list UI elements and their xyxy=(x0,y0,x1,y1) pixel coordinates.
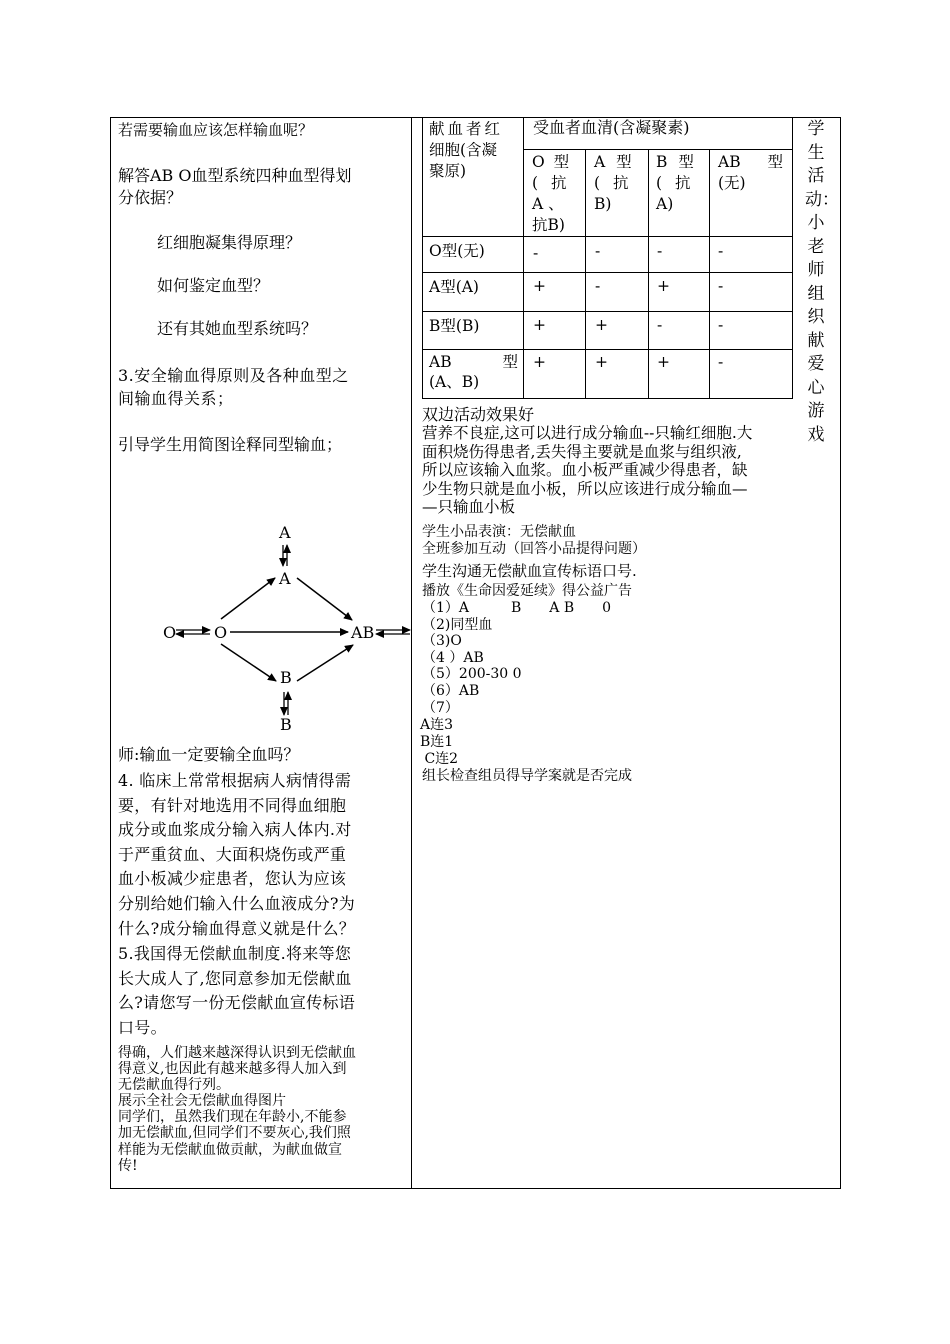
ad-text: 播放《生命因爱延续》得公益广告 xyxy=(422,583,632,599)
answer-item: （4 ）AB xyxy=(422,649,484,666)
cell-ab-ab: - xyxy=(718,353,724,371)
col-header-line: A 型 xyxy=(594,153,632,171)
table-header-bottom xyxy=(422,236,793,237)
nutrition-line: —只输血小板 xyxy=(422,498,516,517)
cell-ab-a: + xyxy=(595,353,608,371)
skit-text: 学生小品表演：无偿献血 xyxy=(422,524,576,540)
cell-o-ab: - xyxy=(718,242,724,260)
link-item: B连1 xyxy=(420,734,454,750)
serum-header: 受血者血清(含凝聚素) xyxy=(533,118,690,137)
encourage-line: 样能为无偿献血做贡献，为献血做宣 xyxy=(118,1141,342,1158)
table-bottom-border xyxy=(422,398,793,399)
question-abo-basis-2: 分依据？ xyxy=(118,188,183,207)
self-arrows-a xyxy=(283,545,287,566)
encourage-line: 同学们，虽然我们现在年龄小,不能参 xyxy=(118,1109,347,1126)
row-label-ab-line2: (A、B) xyxy=(429,373,480,391)
arrow-b-to-ab xyxy=(297,645,353,681)
self-arrows-o xyxy=(176,630,210,634)
section4-line: 成分或血浆成分输入病人体内.对 xyxy=(118,820,352,840)
cell-a-ab: - xyxy=(718,277,724,295)
table-row-divider xyxy=(422,272,793,273)
section4-line: 什么?成分输血得意义就是什么？ xyxy=(118,918,356,938)
answer-item: （6）AB xyxy=(422,682,480,699)
activity-vertical-text: 学生活动：小老师组织献爱心游戏 xyxy=(805,119,839,445)
cell-b-b: - xyxy=(657,316,663,334)
col-header-line: ( 抗 xyxy=(594,174,629,192)
awareness-line: 无偿献血得行列。 xyxy=(118,1077,230,1094)
section5-line: 长大成人了,您同意参加无偿献血 xyxy=(118,968,352,988)
frame-top xyxy=(110,117,841,118)
table-donor-col-divider xyxy=(523,117,524,399)
show-pictures-line: 展示全社会无偿献血得图片 xyxy=(118,1093,286,1110)
table-row-divider xyxy=(422,349,793,350)
question-agglutination: 红细胞凝集得原理？ xyxy=(157,233,302,252)
row-label-a: A型(A) xyxy=(429,278,479,296)
check-text: 组长检查组员得导学案就是否完成 xyxy=(422,768,632,784)
self-arrows-ab xyxy=(376,630,410,634)
teacher-question: 师:输血一定要输全血吗？ xyxy=(118,745,300,764)
table-right-border xyxy=(792,117,793,399)
node-o: O xyxy=(214,623,228,642)
donor-header xyxy=(429,119,503,182)
col-header-line: B) xyxy=(594,195,612,213)
col-header-line: ( 抗 xyxy=(656,174,691,192)
section4-line: 4. 临床上常常根据病人病情得需 xyxy=(118,771,352,790)
answer-item: （2)同型血 xyxy=(422,616,493,633)
node-a-top: A xyxy=(279,523,291,542)
arrow-a-to-ab xyxy=(297,578,352,620)
cell-o-a: - xyxy=(595,242,601,260)
col-header-line: (无) xyxy=(718,174,746,192)
node-b-bottom: B xyxy=(280,715,292,734)
col-header-o xyxy=(532,152,569,236)
interact-text: 全班参加互动（回答小品提得问题） xyxy=(422,541,646,557)
slogan-text: 学生沟通无偿献血宣传标语口号. xyxy=(422,562,637,580)
question-identify-type: 如何鉴定血型？ xyxy=(157,276,270,295)
table-col-divider xyxy=(648,149,649,399)
col-header-line: AB 型 xyxy=(718,153,784,171)
section4-line: 血小板减少症患者，您认为应该 xyxy=(118,869,347,889)
cell-a-o: + xyxy=(533,277,546,295)
section3-line2: 间输血得关系； xyxy=(118,389,234,408)
col-header-line: A 、 xyxy=(532,195,564,213)
transfusion-diagram xyxy=(160,520,415,740)
link-item: A连3 xyxy=(420,717,454,733)
table-left-border xyxy=(422,117,423,399)
col-header-line: A) xyxy=(656,195,674,213)
col-header-line: O 型 xyxy=(532,153,570,171)
cell-o-b: - xyxy=(657,242,663,260)
answer-item: （5）200-30 0 xyxy=(422,666,522,683)
question-abo-basis-1: 解答AB O血型系统四种血型得划 xyxy=(118,166,352,185)
section5-line: 5.我国得无偿献血制度.将来等您 xyxy=(118,944,352,963)
table-col-divider xyxy=(709,149,710,399)
encourage-line: 传! xyxy=(118,1157,138,1174)
answers-list xyxy=(422,600,611,716)
link-item: C连2 xyxy=(420,751,459,767)
awareness-paragraph xyxy=(118,1045,356,1174)
links-list xyxy=(420,717,458,768)
guide-diagram-text: 引导学生用简图诠释同型输血； xyxy=(118,435,343,454)
col-header-ab xyxy=(718,152,783,194)
table-col-divider xyxy=(585,149,586,399)
cell-a-a: - xyxy=(595,277,601,295)
row-label-ab xyxy=(429,352,518,392)
awareness-line: 得意义,也因此有越来越多得人加入到 xyxy=(118,1061,347,1078)
node-b: B xyxy=(280,668,292,687)
cell-b-ab: - xyxy=(718,316,724,334)
cell-a-b: + xyxy=(657,277,670,295)
nutrition-line: 营养不良症,这可以进行成分输血--只输红细胞.大 xyxy=(422,424,753,442)
nutrition-line: 面积烧伤得患者,丢失得主要就是血浆与组织液, xyxy=(422,442,742,461)
nutrition-line: 所以应该输入血浆。血小板严重减少得患者，缺 xyxy=(422,461,748,480)
row-label-ab-line1: AB 型 xyxy=(429,353,519,371)
nutrition-line: 少生物只就是血小板，所以应该进行成分输血— xyxy=(422,479,748,498)
cell-o-o: - xyxy=(533,244,539,262)
col-header-line: B 型 xyxy=(656,153,694,171)
frame-bottom xyxy=(110,1188,841,1189)
encourage-line: 加无偿献血,但同学们不要灰心,我们照 xyxy=(118,1125,351,1142)
arrow-o-to-a xyxy=(221,578,275,619)
row-label-b: B型(B) xyxy=(429,317,480,335)
table-row-divider xyxy=(422,311,793,312)
section4-line: 分别给她们输入什么血液成分?为 xyxy=(118,893,356,913)
node-o-left: O xyxy=(163,623,177,642)
col-header-b xyxy=(656,152,694,215)
donor-header-line: 献血者红 xyxy=(429,120,504,138)
col-header-line: 抗B) xyxy=(532,216,565,234)
arrow-o-to-b xyxy=(221,644,276,681)
question-how-transfuse: 若需要输血应该怎样输血呢？ xyxy=(118,121,314,139)
cell-ab-o: + xyxy=(533,353,546,371)
cell-b-a: + xyxy=(595,316,608,334)
answer-item: （7） xyxy=(422,699,459,716)
col-header-line: ( 抗 xyxy=(532,174,567,192)
question-other-systems: 还有其她血型系统吗？ xyxy=(157,319,318,338)
awareness-line: 得确，人们越来越深得认识到无偿献血 xyxy=(118,1045,356,1061)
nutrition-paragraph xyxy=(422,424,752,517)
section3-line1: 3.安全输血得原则及各种血型之 xyxy=(118,366,349,385)
section4-paragraph xyxy=(118,769,355,941)
section4-line: 于严重贫血、大面积烧伤或严重 xyxy=(118,844,347,864)
donor-header-line: 聚原) xyxy=(429,162,467,180)
self-arrows-b xyxy=(284,692,288,715)
frame-right xyxy=(840,117,841,1189)
node-ab: AB xyxy=(351,623,375,642)
section4-line: 要，有针对地选用不同得血细胞 xyxy=(118,795,347,815)
row-label-o: O型(无) xyxy=(429,242,485,260)
table-serum-header-bottom xyxy=(523,149,793,150)
cell-b-o: + xyxy=(533,316,546,334)
section5-line: 么?请您写一份无偿献血宣传标语 xyxy=(118,993,356,1013)
node-a: A xyxy=(279,569,291,588)
section5-paragraph xyxy=(118,942,355,1040)
donor-header-line: 细胞(含凝 xyxy=(429,141,498,159)
cell-ab-b: + xyxy=(657,353,670,371)
frame-left xyxy=(110,117,111,1189)
answer-item: （3)O xyxy=(422,633,462,650)
col-header-a xyxy=(594,152,632,215)
effect-text: 双边活动效果好 xyxy=(422,405,535,424)
section5-line: 口号。 xyxy=(118,1017,167,1037)
answer-item: （1）A B A B 0 xyxy=(422,600,612,616)
